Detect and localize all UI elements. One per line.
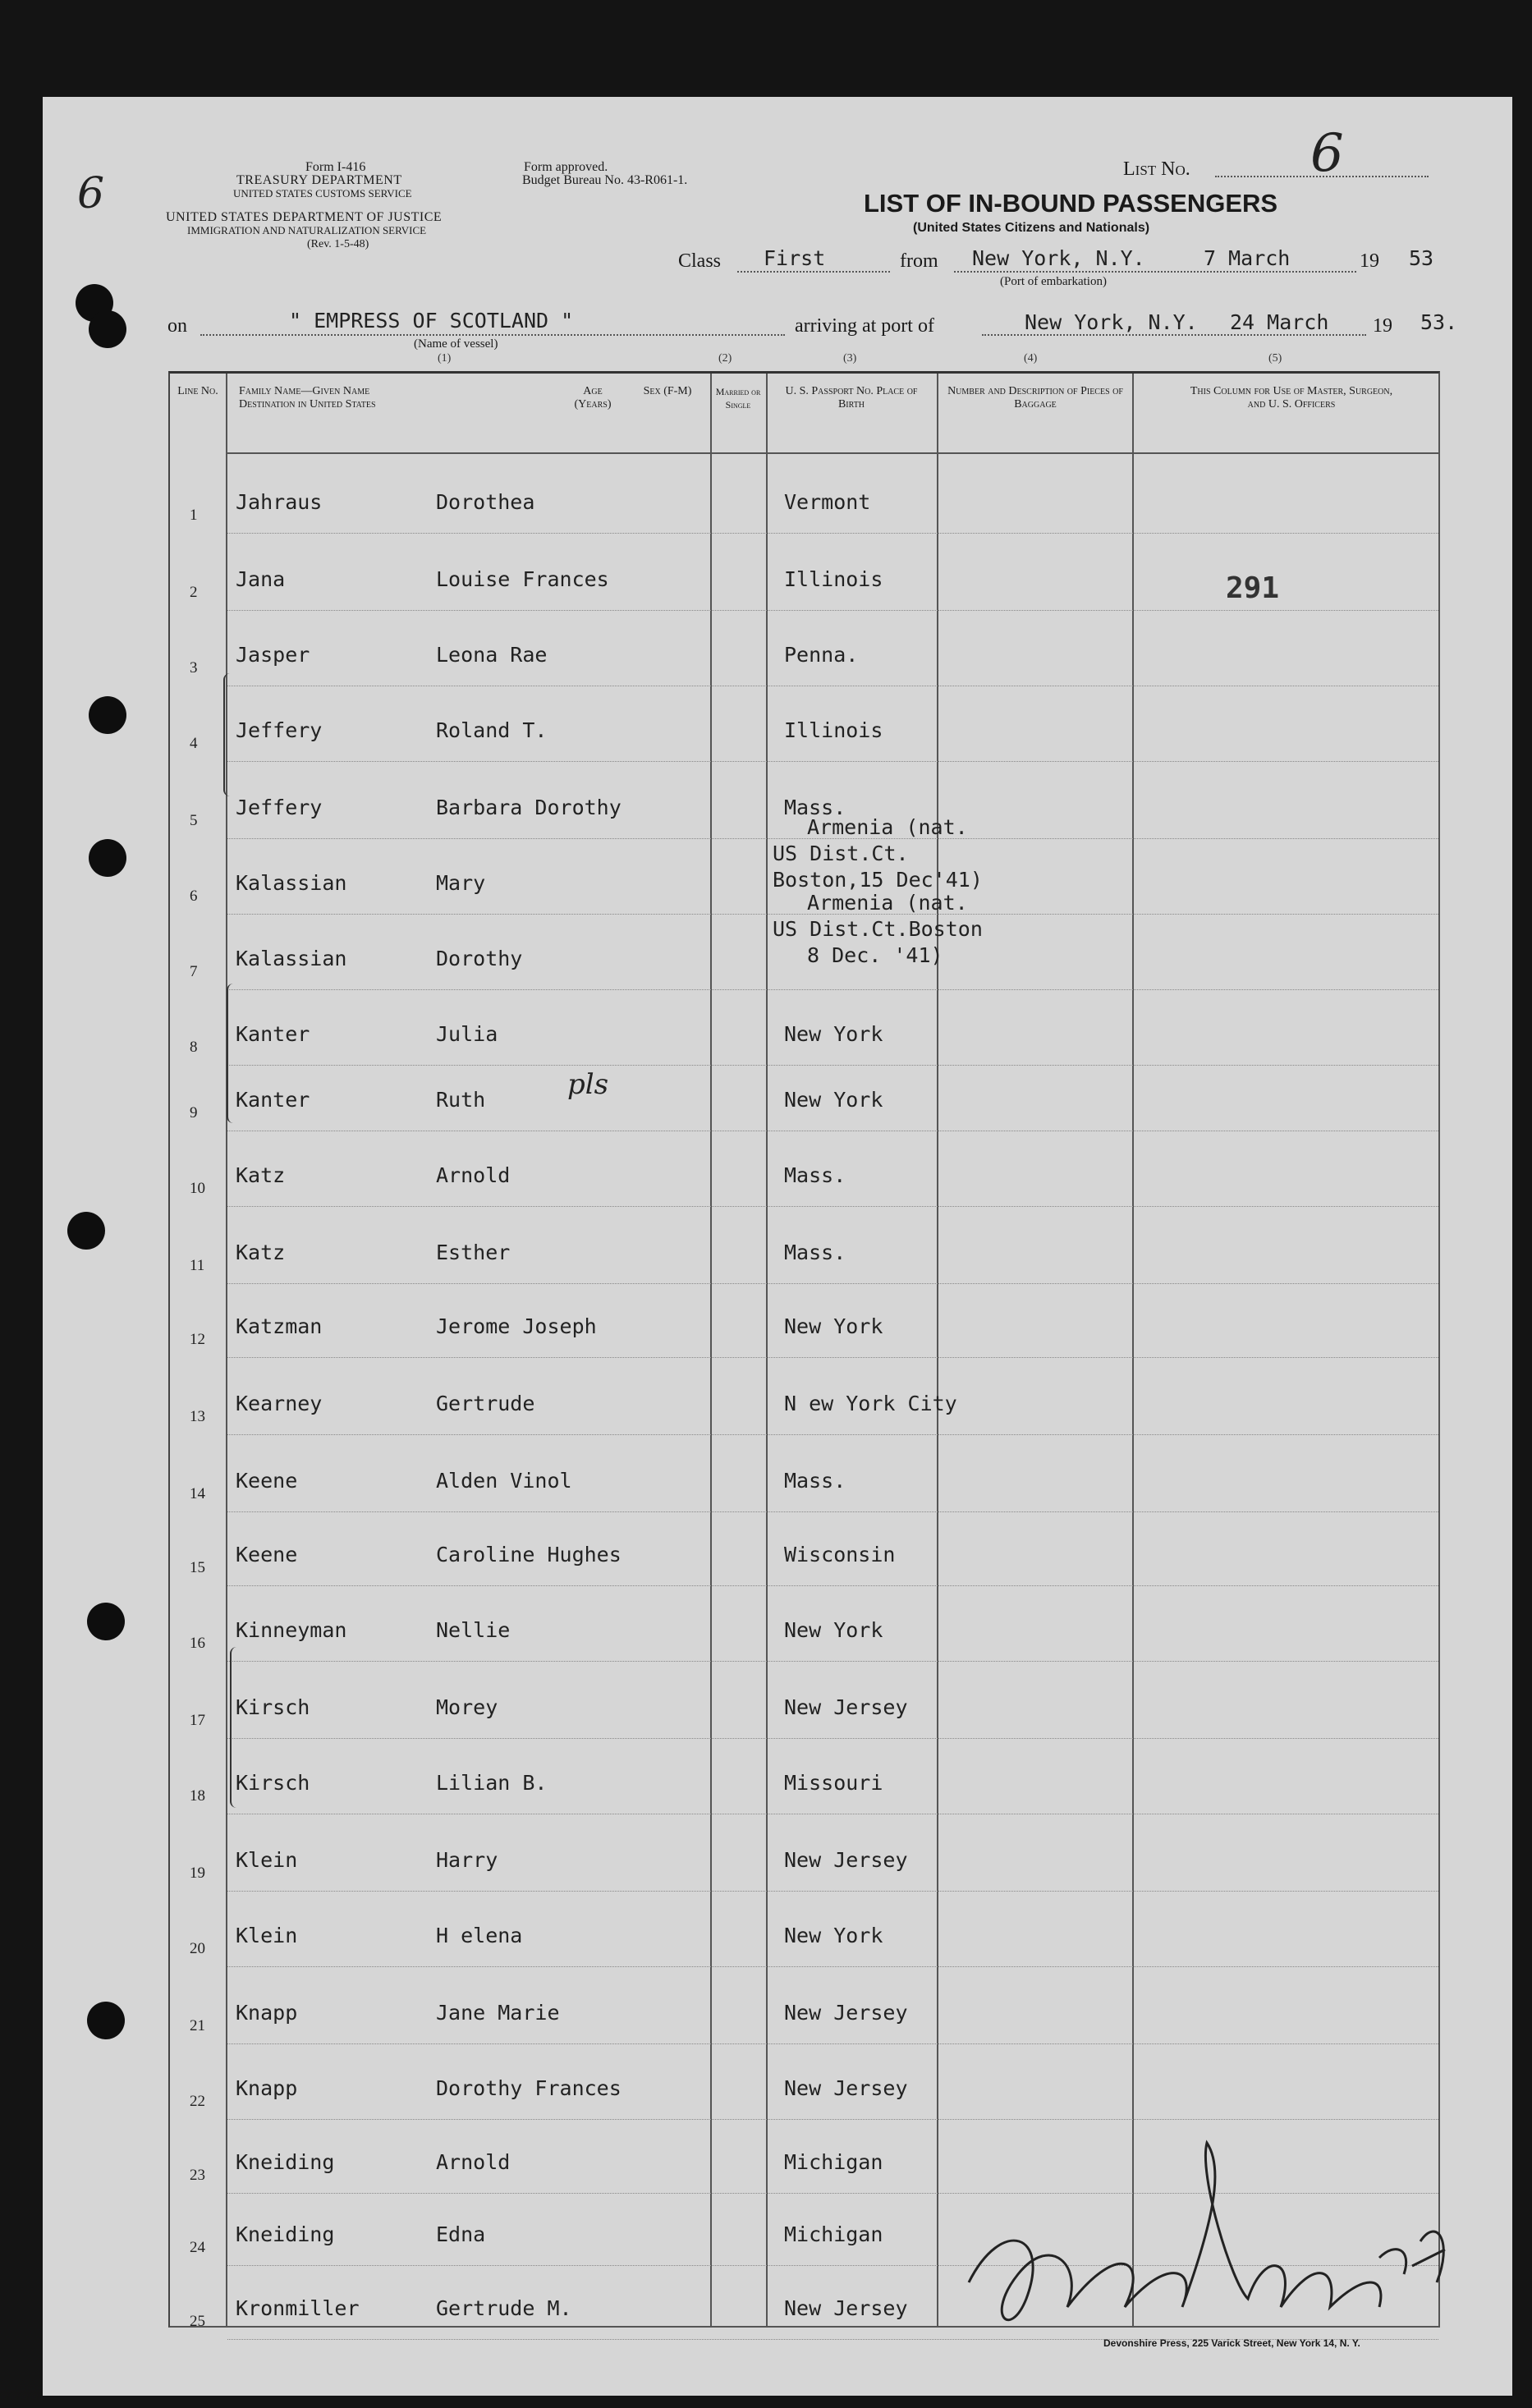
given-name: Alden Vinol <box>436 1469 572 1493</box>
year-prefix: 19 <box>1373 315 1392 337</box>
from-line <box>954 271 1356 273</box>
given-name: Caroline Hughes <box>436 1543 622 1566</box>
place-of-birth: Penna. <box>784 643 859 667</box>
immigration-service: IMMIGRATION AND NATURALIZATION SERVICE <box>187 224 427 236</box>
row-divider <box>227 1738 1438 1739</box>
line-number: 16 <box>190 1635 205 1652</box>
signature <box>952 2118 1461 2364</box>
row-divider <box>227 989 1438 990</box>
place-of-birth-line: US Dist.Ct.Boston <box>773 917 983 941</box>
family-name: Kanter <box>236 1022 310 1046</box>
place-of-birth: Illinois <box>784 567 883 591</box>
row-divider <box>227 1966 1438 1967</box>
column-divider <box>937 374 938 2326</box>
given-name: H elena <box>436 1924 523 1947</box>
family-name: Katz <box>236 1241 286 1264</box>
vessel-name: " EMPRESS OF SCOTLAND " <box>289 309 574 333</box>
line-number: 3 <box>190 659 198 677</box>
place-of-birth: Mass. <box>784 1241 846 1264</box>
family-name: Jeffery <box>236 796 323 819</box>
family-name: Jana <box>236 567 286 591</box>
line-number: 24 <box>190 2239 205 2256</box>
class-line <box>737 271 890 273</box>
row-divider <box>227 761 1438 762</box>
header-name-line1: Family Name—Given Name <box>239 385 370 397</box>
line-number: 7 <box>190 963 198 980</box>
family-name: Kanter <box>236 1088 310 1112</box>
department-of-justice: UNITED STATES DEPARTMENT OF JUSTICE <box>166 210 443 224</box>
place-of-birth: N ew York City <box>784 1392 957 1415</box>
given-name: Arnold <box>436 1163 511 1187</box>
place-of-birth: New Jersey <box>784 1848 908 1872</box>
place-of-birth: Vermont <box>784 490 871 514</box>
row-divider <box>227 1283 1438 1284</box>
given-name: Arnold <box>436 2150 511 2174</box>
line-number: 2 <box>190 584 198 601</box>
line-number: 10 <box>190 1180 205 1197</box>
family-name: Jasper <box>236 643 310 667</box>
place-of-birth: New Jersey <box>784 1695 908 1719</box>
form-revision: (Rev. 1-5-48) <box>307 238 369 250</box>
arriving-label: arriving at port of <box>795 315 934 337</box>
row-divider <box>227 1511 1438 1512</box>
place-of-birth: Michigan <box>784 2150 883 2174</box>
column-number-3: (3) <box>843 352 857 365</box>
column-divider <box>1132 374 1134 2326</box>
line-number: 12 <box>190 1331 205 1348</box>
place-of-birth-line: US Dist.Ct. <box>773 842 909 865</box>
given-name: Julia <box>436 1022 498 1046</box>
given-name: Ruth <box>436 1088 486 1112</box>
header-baggage: Number and Description of Pieces of Baggage <box>947 385 1123 411</box>
line-number: 8 <box>190 1039 198 1056</box>
column-number-4: (4) <box>1024 352 1038 365</box>
given-name: Jane Marie <box>436 2001 560 2025</box>
family-name: Knapp <box>236 2001 298 2025</box>
family-name: Keene <box>236 1543 298 1566</box>
line-number: 4 <box>190 735 198 752</box>
place-of-birth: New York <box>784 1924 883 1947</box>
line-number: 22 <box>190 2093 205 2110</box>
form-number: Form I-416 <box>305 160 366 174</box>
family-name: Kneiding <box>236 2222 335 2246</box>
family-name: Kearney <box>236 1392 323 1415</box>
header-age: Age (Years) <box>574 385 612 411</box>
place-of-birth-line: Armenia (nat. <box>807 815 968 839</box>
list-number-value: 6 <box>1310 123 1344 184</box>
family-name: Kneiding <box>236 2150 335 2174</box>
place-of-birth: New York <box>784 1088 883 1112</box>
punch-hole <box>67 1212 105 1250</box>
budget-bureau: Budget Bureau No. 43-R061-1. <box>522 173 688 187</box>
punch-hole <box>87 2002 125 2039</box>
given-name: Esther <box>436 1241 511 1264</box>
family-name: Kirsch <box>236 1695 310 1719</box>
given-name: Roland T. <box>436 718 548 742</box>
place-of-birth: Mass. <box>784 1469 846 1493</box>
family-name: Kalassian <box>236 871 347 895</box>
line-number: 14 <box>190 1485 205 1502</box>
treasury-department: TREASURY DEPARTMENT <box>236 173 402 187</box>
given-name: Dorothy <box>436 947 523 970</box>
place-of-birth: New York <box>784 1022 883 1046</box>
embarkation-year: 53 <box>1409 246 1434 270</box>
place-of-birth: Illinois <box>784 718 883 742</box>
port-caption: (Port of embarkation) <box>1000 275 1107 288</box>
given-name: Louise Frances <box>436 567 609 591</box>
given-name: Nellie <box>436 1618 511 1642</box>
form-approved: Form approved. <box>524 160 608 174</box>
arrival-line <box>982 334 1366 336</box>
place-of-birth: Wisconsin <box>784 1543 896 1566</box>
given-name: Morey <box>436 1695 498 1719</box>
family-name: Kronmiller <box>236 2296 360 2320</box>
row-divider <box>227 1065 1438 1066</box>
header-name-line2: Destination in United States <box>239 398 376 411</box>
place-of-birth: Missouri <box>784 1771 883 1795</box>
family-name: Klein <box>236 1848 298 1872</box>
customs-service: UNITED STATES CUSTOMS SERVICE <box>233 187 412 200</box>
punch-hole <box>89 310 126 348</box>
family-name: Kirsch <box>236 1771 310 1795</box>
line-number: 15 <box>190 1559 205 1576</box>
list-subtitle: (United States Citizens and Nationals) <box>913 221 1150 235</box>
row-divider <box>227 533 1438 534</box>
family-name: Jeffery <box>236 718 323 742</box>
line-number: 21 <box>190 2017 205 2034</box>
punch-hole <box>87 1603 125 1640</box>
place-of-birth-line: 8 Dec. '41) <box>807 943 943 967</box>
family-name: Kalassian <box>236 947 347 970</box>
line-number: 25 <box>190 2313 205 2330</box>
given-name: Harry <box>436 1848 498 1872</box>
family-name: Katz <box>236 1163 286 1187</box>
line-number: 13 <box>190 1408 205 1425</box>
list-number-label: List No. <box>1123 158 1190 180</box>
place-of-birth: New Jersey <box>784 2001 908 2025</box>
place-of-birth-line: Boston,15 Dec'41) <box>773 868 983 892</box>
place-of-birth: Mass. <box>784 796 846 819</box>
row-divider <box>227 1357 1438 1358</box>
punch-hole <box>89 839 126 877</box>
place-of-birth: Michigan <box>784 2222 883 2246</box>
vessel-caption: (Name of vessel) <box>414 337 498 351</box>
bracket-mark <box>227 984 240 1123</box>
given-name: Barbara Dorothy <box>436 796 622 819</box>
line-number: 23 <box>190 2167 205 2184</box>
row-divider <box>227 1661 1438 1662</box>
line-count-stamp: 291 <box>1226 571 1280 605</box>
place-of-birth: New York <box>784 1618 883 1642</box>
given-name: Edna <box>436 2222 486 2246</box>
embarkation-date: 7 March <box>1204 246 1291 270</box>
given-name: Jerome Joseph <box>436 1314 597 1338</box>
column-divider <box>766 374 768 2326</box>
header-name <box>239 385 485 411</box>
place-of-birth-line: Armenia (nat. <box>807 891 968 915</box>
embarkation-port: New York, N.Y. <box>972 246 1145 270</box>
row-divider <box>227 1585 1438 1586</box>
header-officers: This Column for Use of Master, Surgeon, and U. S. Officers <box>1190 385 1393 411</box>
arrival-year: 53. <box>1420 310 1458 334</box>
header-married: Married or Single <box>715 386 761 411</box>
class-value: First <box>764 246 826 270</box>
passenger-table <box>168 352 1440 2330</box>
arrival-port: New York, N.Y. <box>1025 310 1198 334</box>
line-number: 20 <box>190 1940 205 1957</box>
family-name: Knapp <box>236 2076 298 2100</box>
family-name: Kinneyman <box>236 1618 347 1642</box>
given-name: Leona Rae <box>436 643 548 667</box>
line-number: 1 <box>190 507 198 524</box>
place-of-birth: New Jersey <box>784 2076 908 2100</box>
column-number-5: (5) <box>1268 352 1282 365</box>
place-of-birth: New Jersey <box>784 2296 908 2320</box>
printer-credit: Devonshire Press, 225 Varick Street, New York 14, N. Y. <box>1103 2337 1360 2349</box>
row-divider <box>227 610 1438 611</box>
arrival-date: 24 March <box>1230 310 1329 334</box>
on-label: on <box>167 315 187 337</box>
from-label: from <box>900 250 938 272</box>
given-name: Dorothy Frances <box>436 2076 622 2100</box>
header-sex: Sex (F-M) <box>643 385 692 397</box>
list-title: LIST OF IN-BOUND PASSENGERS <box>864 189 1278 218</box>
place-of-birth: Mass. <box>784 1163 846 1187</box>
line-number: 18 <box>190 1787 205 1805</box>
family-name: Keene <box>236 1469 298 1493</box>
family-name: Jahraus <box>236 490 323 514</box>
line-number: 19 <box>190 1864 205 1882</box>
given-name: Mary <box>436 871 486 895</box>
line-number: 6 <box>190 888 198 905</box>
punch-hole <box>89 696 126 734</box>
family-name: Klein <box>236 1924 298 1947</box>
column-number-2: (2) <box>718 352 732 365</box>
column-divider <box>226 374 227 2326</box>
given-name: Gertrude <box>436 1392 535 1415</box>
line-number: 11 <box>190 1257 205 1274</box>
bracket-mark <box>223 673 236 796</box>
header-line-no: Line No. <box>177 385 218 397</box>
header-rule <box>227 452 1438 454</box>
handwritten-note: pls <box>567 1068 609 1101</box>
header-passport: U. S. Passport No. Place of Birth <box>785 385 918 411</box>
row-divider <box>227 1434 1438 1435</box>
place-of-birth: New York <box>784 1314 883 1338</box>
column-number-1: (1) <box>438 352 452 365</box>
bracket-mark <box>230 1647 243 1808</box>
row-divider <box>227 1891 1438 1892</box>
year-prefix: 19 <box>1360 250 1379 272</box>
given-name: Lilian B. <box>436 1771 548 1795</box>
vessel-line <box>200 334 785 336</box>
line-number: 5 <box>190 812 198 829</box>
given-name: Dorothea <box>436 490 535 514</box>
row-divider <box>227 1206 1438 1207</box>
family-name: Katzman <box>236 1314 323 1338</box>
line-number: 9 <box>190 1104 198 1121</box>
class-label: Class <box>678 250 722 272</box>
column-divider <box>710 374 712 2326</box>
row-divider <box>227 2043 1438 2044</box>
given-name: Gertrude M. <box>436 2296 572 2320</box>
corner-pencil-mark: 6 <box>77 169 105 218</box>
line-number: 17 <box>190 1712 205 1729</box>
